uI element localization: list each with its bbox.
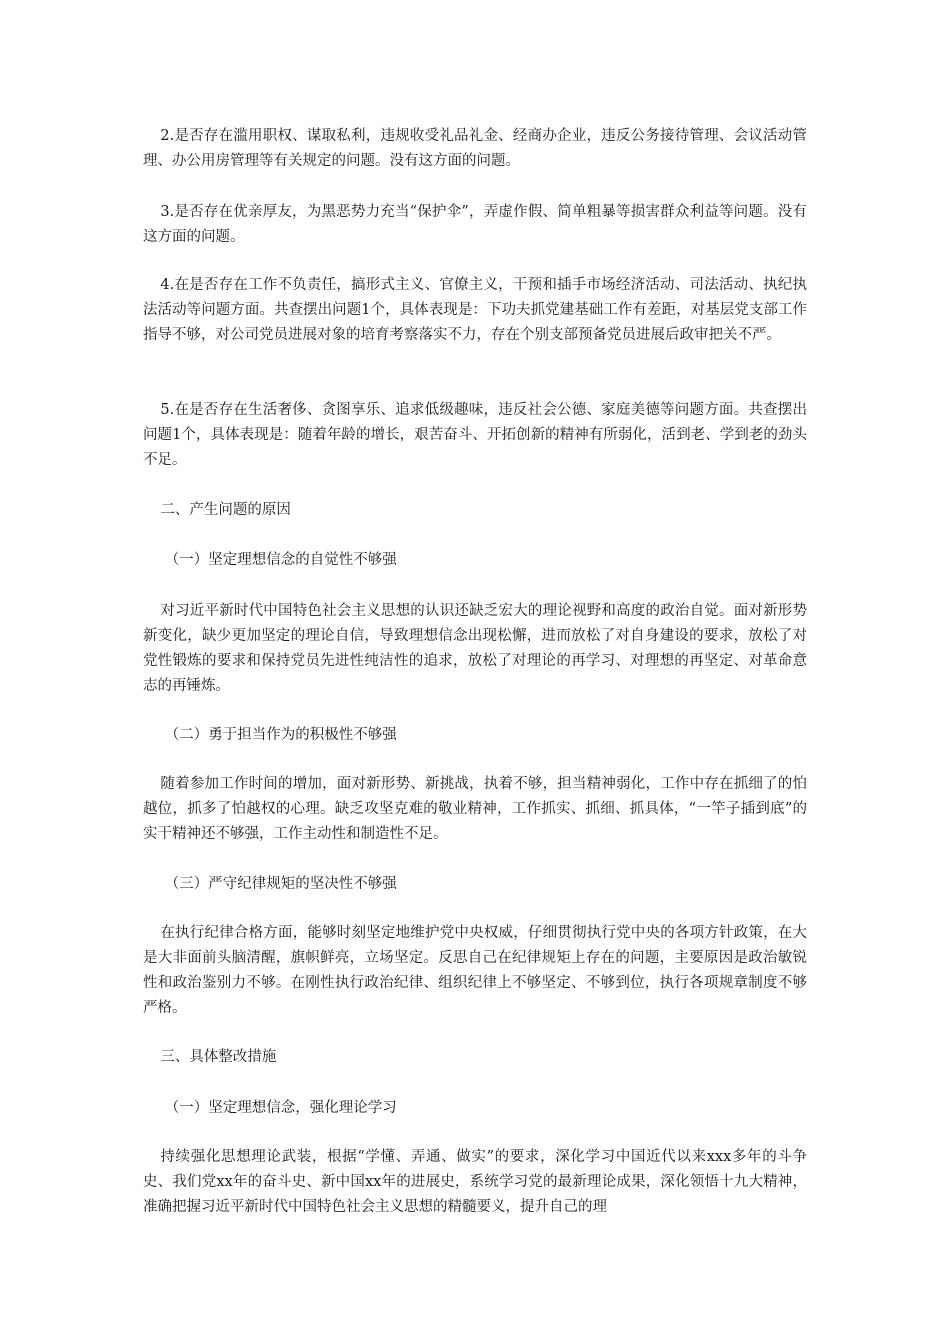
paragraph-item-2: 2.是否存在滥用职权、谋取私利，违规收受礼品礼金、经商办企业，违反公务接待管理、会议活动管理、办公用房管理等有关规定的问题。没有这方面的问题。 (143, 128, 807, 169)
section-heading-causes: 二、产生问题的原因 (160, 502, 291, 518)
paragraph-item-4: 4.在是否存在工作不负责任，搞形式主义、官僚主义，干预和插手市场经济活动、司法活动、执纪执法活动等问题方面。共查摆出问题1个，具体表现是：下功夫抓党建基础工作有差距，对基层党支部工作指导不够，对公司党员进展对象的培育考察落实不力，存在个别支部预备党员进展后政审把关不严。 (143, 277, 807, 343)
paragraph-cause-2: 随着参加工作时间的增加，面对新形势、新挑战，执着不够，担当精神弱化，工作中存在抓细了的怕越位，抓多了怕越权的心理。缺乏攻坚克难的敬业精神，工作抓实、抓细、抓具体，“一竿子插到底”的实干精神还不够强，工作主动性和制造性不足。 (143, 776, 807, 842)
paragraph-cause-1: 对习近平新时代中国特色社会主义思想的认识还缺乏宏大的理论视野和高度的政治自觉。面对新形势新变化，缺少更加坚定的理论自信，导致理想信念出现松懈，进而放松了对自身建设的要求，放松了对党性锻炼的要求和保持党员先进性纯洁性的追求，放松了对理论的再学习、对理想的再坚定、对革命意志的再锤炼。 (143, 603, 807, 694)
subheading-measure-1: （一）坚定理想信念，强化理论学习 (164, 1100, 397, 1116)
paragraph-item-5: 5.在是否存在生活奢侈、贪图享乐、追求低级趣味，违反社会公德、家庭美德等问题方面。共查摆出问题1个，具体表现是：随着年龄的增长，艰苦奋斗、开拓创新的精神有所弱化，活到老、学到老的劲头不足。 (143, 402, 807, 468)
subheading-cause-1: （一）坚定理想信念的自觉性不够强 (164, 552, 397, 568)
subheading-cause-2: （二）勇于担当作为的积极性不够强 (164, 727, 397, 743)
subheading-cause-3: （三）严守纪律规矩的坚决性不够强 (164, 876, 397, 892)
paragraph-cause-3: 在执行纪律合格方面，能够时刻坚定地维护党中央权威，仔细贯彻执行党中央的各项方针政策，在大是大非面前头脑清醒，旗帜鲜亮，立场坚定。反思自己在纪律规矩上存在的问题，主要原因是政治敏锐性和政治鉴别力不够。在刚性执行政治纪律、组织纪律上不够坚定、不够到位，执行各项规章制度不够严格。 (143, 925, 807, 1016)
paragraph-item-3: 3.是否存在优亲厚友，为黑恶势力充当“保护伞”，弄虚作假、简单粗暴等损害群众利益等问题。没有这方面的问题。 (143, 204, 807, 245)
section-heading-measures: 三、具体整改措施 (160, 1049, 277, 1065)
paragraph-measure-1: 持续强化思想理论武装，根据“学懂、弄通、做实”的要求，深化学习中国近代以来xxx多年的斗争史、我们党xx年的奋斗史、新中国xx年的进展史，系统学习党的最新理论成果，深化领悟十九大精神，准确把握习近平新时代中国特色社会主义思想的精髓要义，提升自己的理 (143, 1149, 807, 1215)
